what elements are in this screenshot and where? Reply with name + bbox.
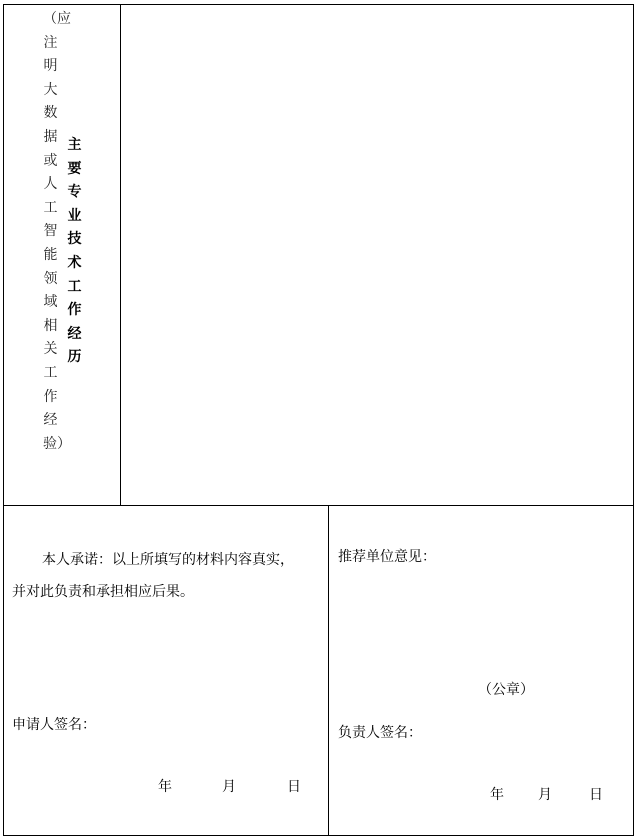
applicant-date-month: 月 bbox=[222, 779, 236, 795]
applicant-date-year: 年 bbox=[158, 779, 172, 795]
work-history-note: （应注明大数据或人工智能领域相关工作经验） bbox=[43, 11, 71, 452]
applicant-pledge-line2: 并对此负责和承担相应后果。 bbox=[12, 584, 194, 600]
border-left bbox=[3, 4, 4, 836]
work-history-label: 主要专业技术工作经历 bbox=[67, 137, 82, 366]
top-column-divider bbox=[120, 4, 121, 505]
bottom-column-divider bbox=[328, 505, 329, 836]
row-divider bbox=[3, 505, 634, 506]
border-right bbox=[633, 4, 634, 836]
applicant-date-day: 日 bbox=[287, 779, 301, 795]
work-history-content[interactable] bbox=[122, 6, 632, 504]
applicant-pledge-line1: 本人承诺：以上所填写的材料内容真实， bbox=[42, 552, 294, 568]
border-top bbox=[3, 4, 634, 5]
recommender-seal: （公章） bbox=[478, 682, 534, 698]
applicant-signature-label: 申请人签名： bbox=[12, 717, 96, 733]
recommender-signature-label: 负责人签名： bbox=[338, 725, 422, 741]
recommender-date-year: 年 bbox=[490, 787, 504, 803]
recommender-date-day: 日 bbox=[589, 787, 603, 803]
recommender-date-month: 月 bbox=[538, 787, 552, 803]
recommender-opinion-label: 推荐单位意见： bbox=[338, 549, 436, 565]
border-bottom bbox=[3, 835, 634, 836]
